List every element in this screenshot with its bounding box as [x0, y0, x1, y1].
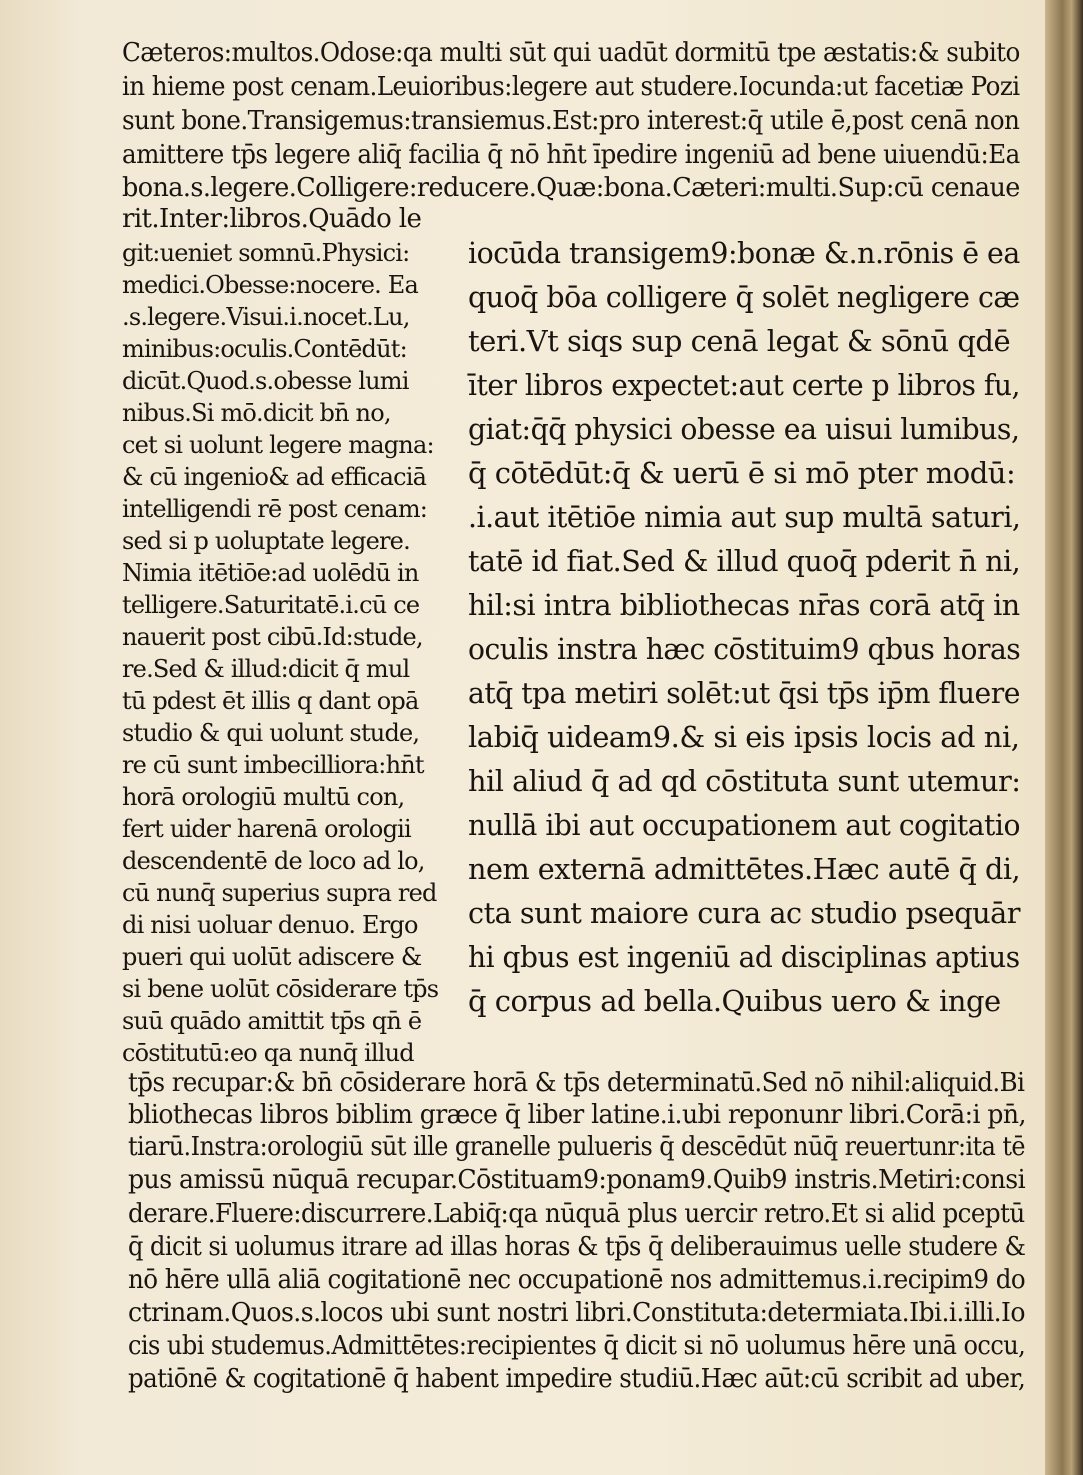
commentary-line: amittere tp̄s legere aliq̄ facilia q̄ nō hn̄t īpedire ingeniū ad bene uiuendū:Ea — [122, 140, 1020, 170]
commentary-line: tiarū.Instra:orologiū sūt ille granelle pulueris q̄ descēdūt nūq̄ reuertunr:ita tē — [128, 1132, 1025, 1162]
main-text-line: giat:q̄q̄ physici obesse ea uisui lumibus, — [468, 412, 1020, 446]
page-edge — [1045, 0, 1083, 1475]
main-text-line: hil:si intra bibliothecas nr̄as corā atq̄ in — [468, 588, 1020, 622]
commentary-line: sed si p uoluptate legere. — [122, 527, 410, 555]
commentary-line: dicūt.Quod.s.obesse lumi — [122, 367, 409, 395]
commentary-line: pueri qui uolūt adiscere & — [122, 943, 422, 971]
commentary-line: nibus.Si mō.dicit bn̄ no, — [122, 399, 391, 427]
commentary-line: sunt bone.Transigemus:transiemus.Est:pro interest:q̄ utile ē,post cenā non — [122, 106, 1020, 136]
commentary-line: q̄ dicit si uolumus itrare ad illas horas & tp̄s q̄ deliberauimus uelle studere & — [128, 1232, 1026, 1262]
main-text-line: nem externā admittētes.Hæc autē q̄ di, — [468, 852, 1021, 886]
main-text-line: .i.aut itētiōe nimia aut sup multā saturi, — [468, 500, 1021, 534]
main-text-line: q̄ corpus ad bella.Quibus uero & inge — [468, 984, 1001, 1018]
commentary-line: ctrinam.Quos.s.locos ubi sunt nostri libri.Constituta:determiata.Ibi.i.illi.Io — [128, 1298, 1025, 1328]
commentary-line: medici.Obesse:nocere. Ea — [122, 271, 419, 299]
commentary-line: in hieme post cenam.Leuioribus:legere aut studere.Iocunda:ut facetiæ Pozi — [122, 72, 1020, 102]
main-text-line: q̄ cōtēdūt:q̄ & uerū ē si mō pter modū: — [468, 456, 1016, 490]
commentary-line: cū nunq̄ superius supra red — [122, 879, 437, 907]
commentary-line: re.Sed & illud:dicit q̄ mul — [122, 655, 410, 683]
commentary-line: derare.Fluere:discurrere.Labiq̄:qa nūquā plus uercir retro.Et si alid pceptū — [128, 1199, 1025, 1229]
commentary-line: bliothecas libros biblim græce q̄ liber latine.i.ubi reponunr libri.Corā:i pn̄, — [128, 1100, 1026, 1130]
commentary-line: fert uider harenā orologii — [122, 815, 411, 843]
main-text-line: nullā ibi aut occupationem aut cogitatio — [468, 808, 1020, 842]
commentary-line: tū pdest ēt illis q dant opā — [122, 687, 419, 715]
commentary-line: di nisi uoluar denuo. Ergo — [122, 911, 418, 939]
commentary-line: cis ubi studemus.Admittētes:recipientes q̄ dicit si nō uolumus hēre unā occu, — [128, 1331, 1026, 1361]
commentary-line: minibus:oculis.Contēdūt: — [122, 335, 407, 363]
commentary-line: & cū ingenio& ad efficaciā — [122, 463, 427, 491]
main-text-line: iocūda transigem9:bonæ &.n.rōnis ē ea — [468, 236, 1020, 270]
commentary-line: si bene uolūt cōsiderare tp̄s — [122, 975, 439, 1003]
commentary-line: git:ueniet somnū.Physici: — [122, 239, 410, 267]
main-text-line: īter libros expectet:aut certe p libros fu, — [468, 368, 1020, 402]
main-text-line: hi qbus est ingeniū ad disciplinas aptius — [468, 940, 1020, 974]
commentary-line: intelligendi rē post cenam: — [122, 495, 428, 523]
commentary-line: nauerit post cibū.Id:stude, — [122, 623, 423, 651]
main-text-line: tatē id fiat.Sed & illud quoq̄ pderit n̄ ni, — [468, 544, 1021, 578]
main-text-line: hil aliud q̄ ad qd cōstituta sunt utemur: — [468, 764, 1021, 798]
commentary-line: tp̄s recupar:& bn̄ cōsiderare horā & tp̄s determinatū.Sed nō nihil:aliquid.Bi — [128, 1068, 1025, 1098]
commentary-line: studio & qui uolunt stude, — [122, 719, 420, 747]
commentary-line: bona.s.legere.Colligere:reducere.Quæ:bona.Cæteri:multi.Sup:cū cenaue — [122, 173, 1020, 203]
commentary-line: cōstitutū:eo qa nunq̄ illud — [122, 1039, 414, 1067]
commentary-line: nō hēre ullā aliā cogitationē nec occupationē nos admittemus.i.recipim9 do — [128, 1265, 1026, 1295]
main-text-line: labiq̄ uideam9.& si eis ipsis locis ad ni, — [468, 720, 1020, 754]
main-text-line: atq̄ tpa metiri solēt:ut q̄si tp̄s ip̄m fluere — [468, 676, 1020, 710]
commentary-line: rit.Inter:libros.Quādo le — [122, 204, 422, 234]
commentary-line: horā orologiū multū con, — [122, 783, 405, 811]
main-text-line: quoq̄ bōa colligere q̄ solēt negligere cæ — [468, 280, 1020, 314]
commentary-line: pus amissū nūquā recupar.Cōstituam9:ponam9.Quib9 instris.Metiri:consi — [128, 1165, 1026, 1195]
main-text-line: teri.Vt siqs sup cenā legat & sōnū qdē — [468, 324, 1011, 358]
commentary-line: Nimia itētiōe:ad uolēdū in — [122, 559, 419, 587]
commentary-line: suū quādo amittit tp̄s qn̄ ē — [122, 1007, 422, 1035]
commentary-line: .s.legere.Visui.i.nocet.Lu, — [122, 303, 410, 331]
commentary-line: Cæteros:multos.Odose:qa multi sūt qui uadūt dormitū tpe æstatis:& subito — [122, 38, 1020, 68]
commentary-line: cet si uolunt legere magna: — [122, 431, 434, 459]
main-text-line: oculis instra hæc cōstituim9 qbus horas — [468, 632, 1021, 666]
commentary-line: re cū sunt imbecilliora:hn̄t — [122, 751, 424, 779]
commentary-line: descendentē de loco ad lo, — [122, 847, 425, 875]
main-text-line: cta sunt maiore cura ac studio psequār — [468, 896, 1021, 930]
commentary-line: patiōnē & cogitationē q̄ habent impedire studiū.Hæc aūt:cū scribit ad uber, — [128, 1364, 1026, 1394]
commentary-line: telligere.Saturitatē.i.cū ce — [122, 591, 420, 619]
